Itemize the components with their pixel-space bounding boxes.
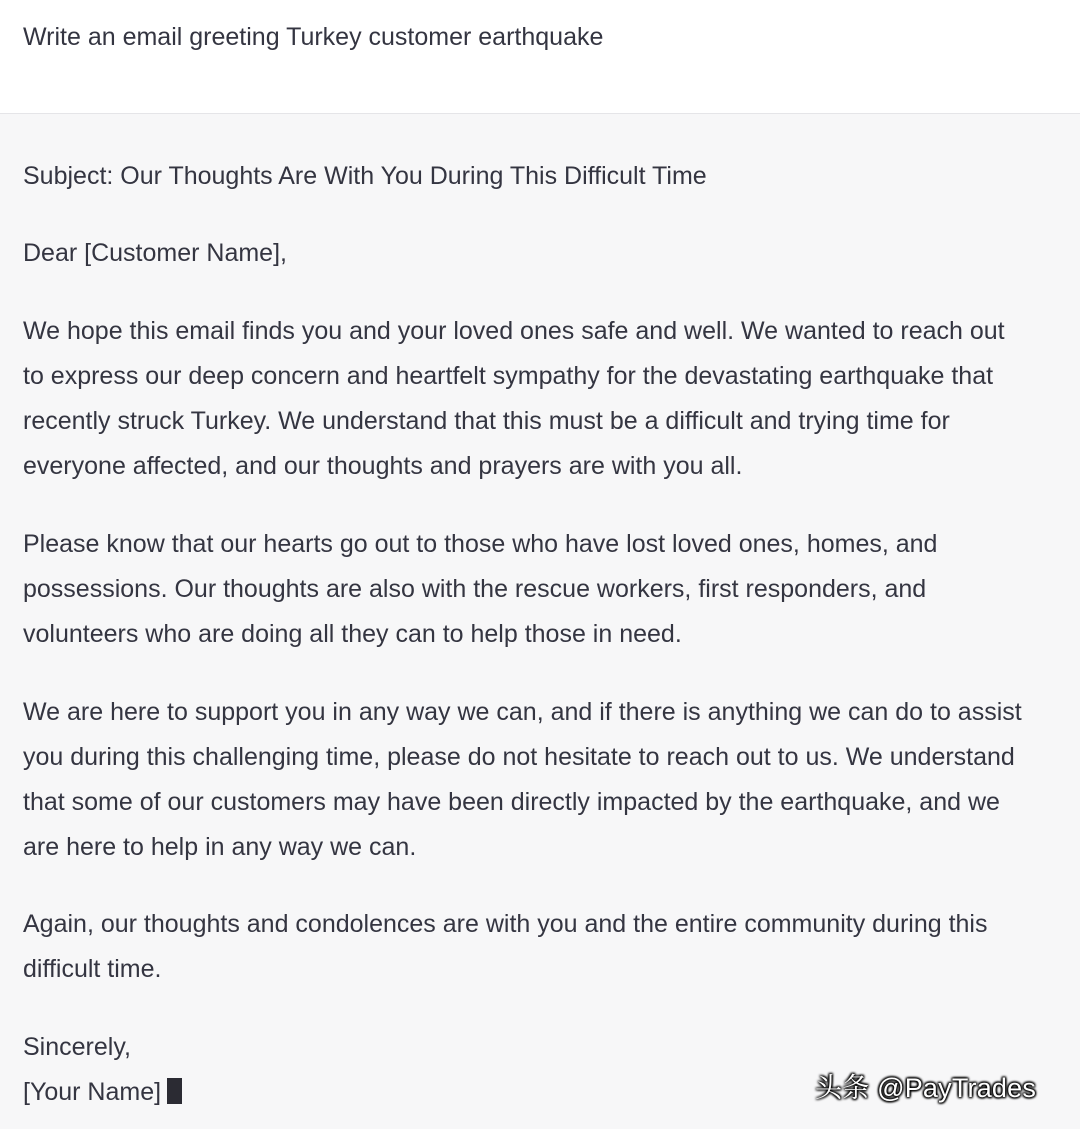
email-salutation: Dear [Customer Name], [23, 239, 287, 267]
paragraph-line: Please know that our hearts go out to those who have lost loved ones, homes, and [23, 530, 938, 558]
paragraph-line: that some of our customers may have been directly impacted by the earthquake, and we [23, 788, 1000, 816]
email-subject: Subject: Our Thoughts Are With You During This Difficult Time [23, 162, 707, 190]
paragraph-line: to express our deep concern and heartfelt sympathy for the devastating earthquake that [23, 362, 994, 390]
user-prompt-bar [0, 0, 1080, 114]
paragraph-line: everyone affected, and our thoughts and prayers are with you all. [23, 452, 743, 480]
paragraph-line: possessions. Our thoughts are also with the rescue workers, first responders, and [23, 575, 927, 603]
assistant-response [0, 114, 1080, 1129]
email-signature: [Your Name] [23, 1078, 162, 1106]
watermark: 头条 @PayTrades [815, 1073, 1037, 1103]
typing-cursor-icon [167, 1078, 182, 1104]
paragraph-line: Again, our thoughts and condolences are with you and the entire community during this [23, 910, 988, 938]
email-closing: Sincerely, [23, 1033, 131, 1061]
user-prompt-text: Write an email greeting Turkey customer earthquake [23, 23, 604, 51]
paragraph-line: you during this challenging time, please do not hesitate to reach out to us. We understand [23, 743, 1015, 771]
paragraph-line: volunteers who are doing all they can to help those in need. [23, 620, 682, 648]
paragraph-line: recently struck Turkey. We understand that this must be a difficult and trying time for [23, 407, 950, 435]
paragraph-line: are here to help in any way we can. [23, 833, 417, 861]
paragraph-line: We are here to support you in any way we can, and if there is anything we can do to assist [23, 698, 1022, 726]
paragraph-line: difficult time. [23, 955, 162, 983]
paragraph-line: We hope this email finds you and your loved ones safe and well. We wanted to reach out [23, 317, 1005, 345]
email-signature-line [23, 1074, 182, 1110]
